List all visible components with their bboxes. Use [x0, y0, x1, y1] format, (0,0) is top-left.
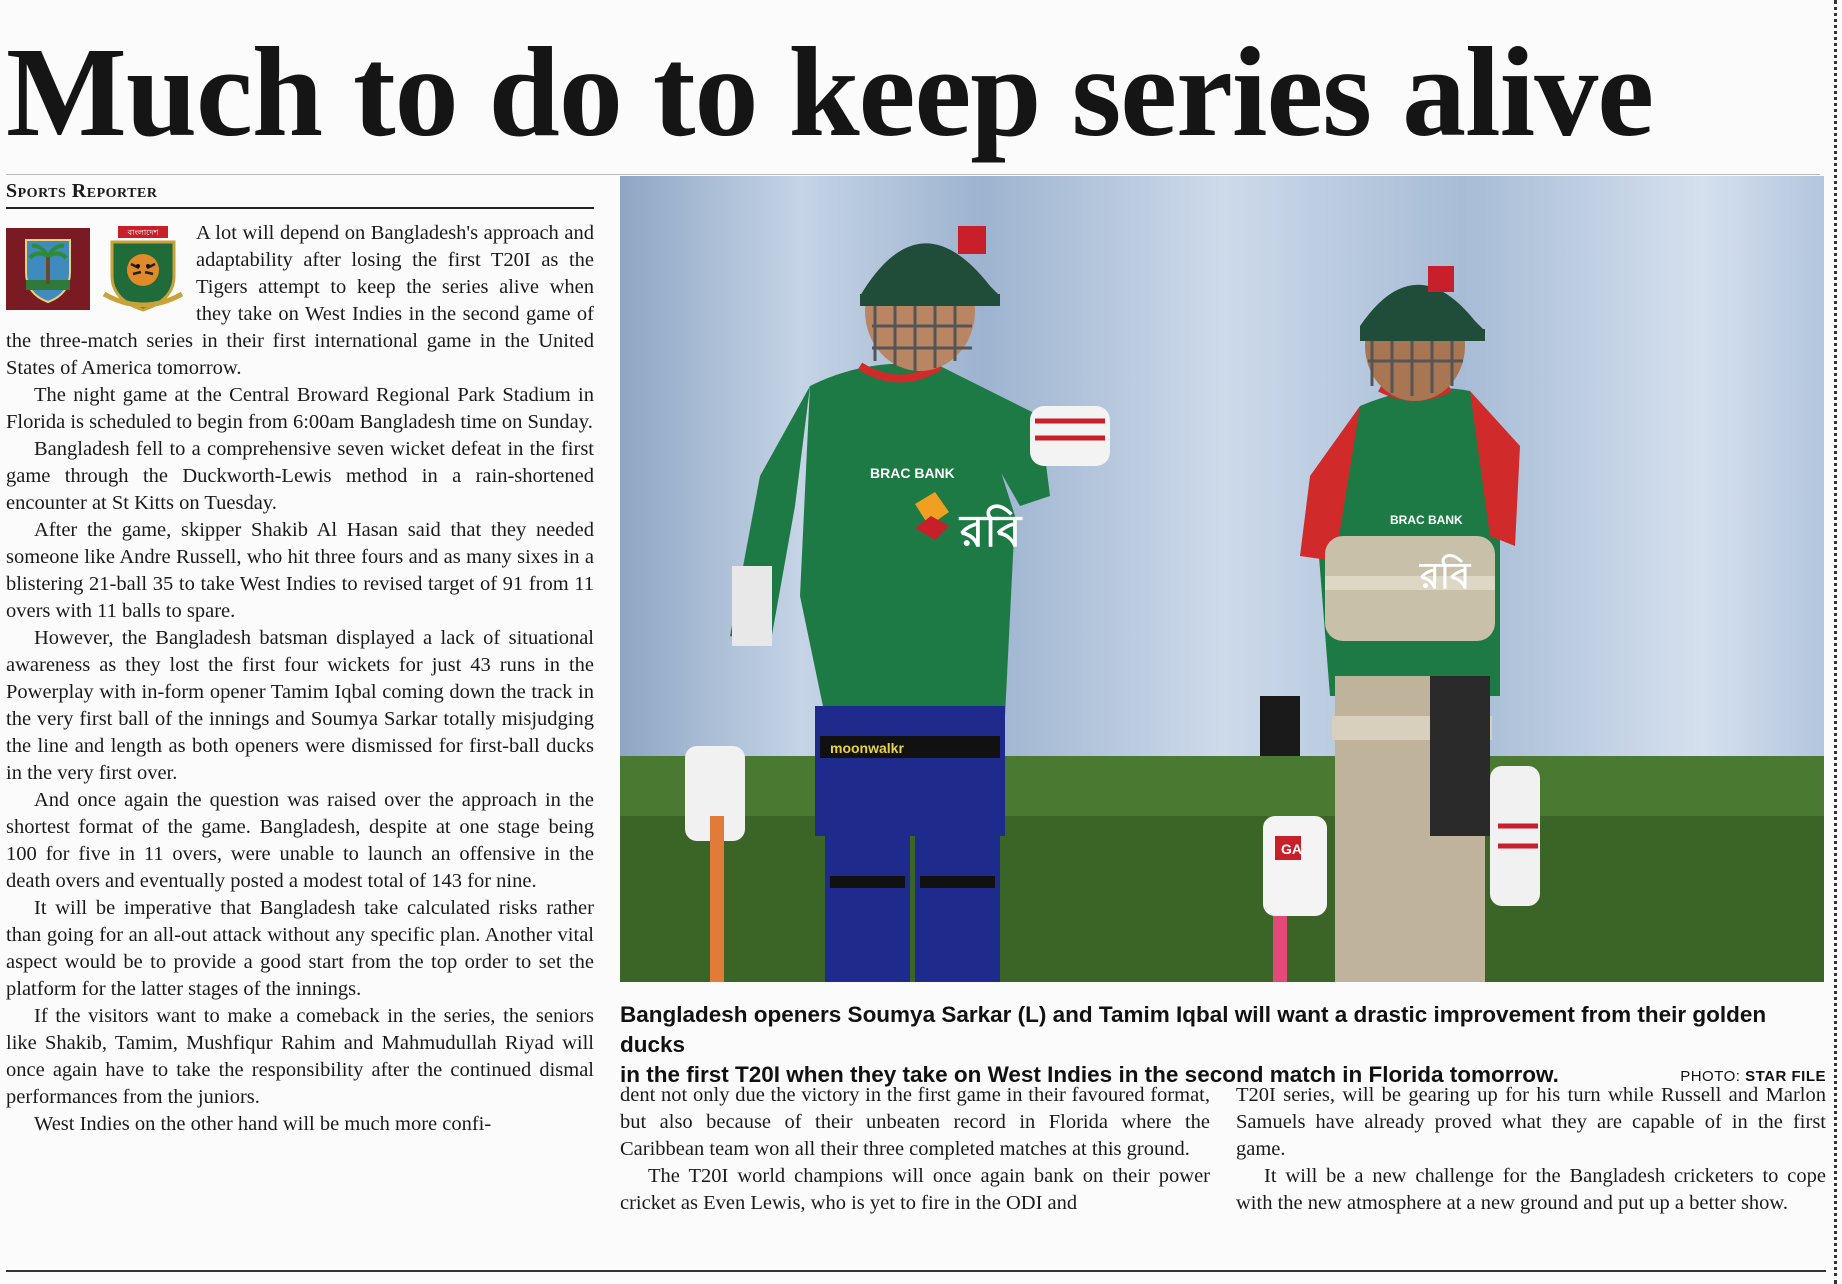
paragraph: And once again the question was raised over the approach in the shortest format of the game. Bangladesh, despite at one stage being 100 for five in 11 overs, were unable to launch an offensive in the death overs and eventually posted a modest total of 143 for nine. — [6, 789, 594, 892]
paragraph: It will be imperative that Bangladesh take calculated risks rather than going for an all-out attack without any specific plan. Another vital aspect would be to provide a good start from the top order to set the platform for the latter stages of the innings. — [6, 897, 594, 1000]
paragraph: It will be a new challenge for the Bangladesh cricketers to cope with the new atmosphere at a new ground and put up a better show. — [1236, 1165, 1826, 1214]
byline-rule — [6, 207, 594, 209]
jersey-logo-text: রবি — [960, 506, 1022, 557]
paragraph: After the game, skipper Shakib Al Hasan said that they needed someone like Andre Russell, who hit three fours and as many sixes in a blistering 21-ball 35 to take West Indies to revised target of 91 from 11 overs with 11 balls to spare. — [6, 519, 594, 622]
byline: Sports Reporter — [6, 180, 158, 202]
paragraph: A lot will depend on Bangladesh's approach and adaptability after losing the first T20I as the Tigers attempt to keep the series alive when they take on West Indies in the second game of the three-match series in their first international game in the United States of America tomorrow. — [6, 222, 594, 379]
paragraph: The T20I world champions will once again bank on their power cricket as Even Lewis, who is yet to fire in the ODI and — [620, 1165, 1210, 1214]
photo-credit-prefix: PHOTO: — [1680, 1068, 1741, 1085]
article-column-3 — [1236, 1082, 1826, 1242]
paragraph: The night game at the Central Broward Regional Park Stadium in Florida is scheduled to begin from 6:00am Bangladesh time on Sunday. — [6, 384, 594, 433]
caption-line-2: in the first T20I when they take on West Indies in the second match in Florida tomorrow. — [620, 1062, 1559, 1087]
jersey-sponsor-text-2: BRAC BANK — [1390, 513, 1463, 527]
headline: Much to do to keep series alive — [6, 21, 1653, 163]
jersey-sponsor-text: BRAC BANK — [870, 465, 955, 481]
paragraph: dent not only due the victory in the first game in their favoured format, but also because of their unbeaten record in Florida where the Caribbean team won all their three completed matches at this ground. — [620, 1084, 1210, 1160]
column-divider-dots — [1834, 0, 1837, 1284]
paragraph: If the visitors want to make a comeback in the series, the seniors like Shakib, Tamim, Mushfiqur Rahim and Mahmudullah Riyad will once again have to take the responsibility after the continued dismal performances from the juniors. — [6, 1005, 594, 1108]
paragraph: However, the Bangladesh batsman displayed a lack of situational awareness as they lost the first four wickets for just 43 runs in the Powerplay with in-form opener Tamim Iqbal coming down the track in the very first ball of the innings and Soumya Sarkar totally misjudging the line and length as both openers were dismissed for first-ball ducks in the very first over. — [6, 627, 594, 784]
headline-rule — [6, 174, 1820, 175]
caption-line-1: Bangladesh openers Soumya Sarkar (L) and Tamim Iqbal will want a drastic improvement from their golden ducks — [620, 1002, 1767, 1057]
article-column-2 — [620, 1082, 1210, 1242]
bangladesh-logo-text: বাংলাদেশ — [127, 228, 159, 237]
photo-credit-name: STAR FILE — [1745, 1068, 1826, 1085]
jersey-logo-text-2: রবি — [1420, 556, 1471, 597]
paragraph: West Indies on the other hand will be much more confi- — [34, 1113, 492, 1135]
paragraph: T20I series, will be gearing up for his turn while Russell and Marlon Samuels have already proved what they are capable of in the first game. — [1236, 1084, 1826, 1160]
photo-caption — [620, 1000, 1826, 1090]
glove-brand-text: GA — [1281, 841, 1302, 857]
article-column-1 — [6, 220, 594, 1250]
bottom-rule — [6, 1270, 1826, 1272]
paragraph: Bangladesh fell to a comprehensive seven wicket defeat in the first game through the Duckworth-Lewis method in a rain-shortened encounter at St Kitts on Tuesday. — [6, 438, 594, 514]
cricketers-photo — [620, 176, 1824, 982]
pad-brand-text: moonwalkr — [830, 740, 904, 756]
